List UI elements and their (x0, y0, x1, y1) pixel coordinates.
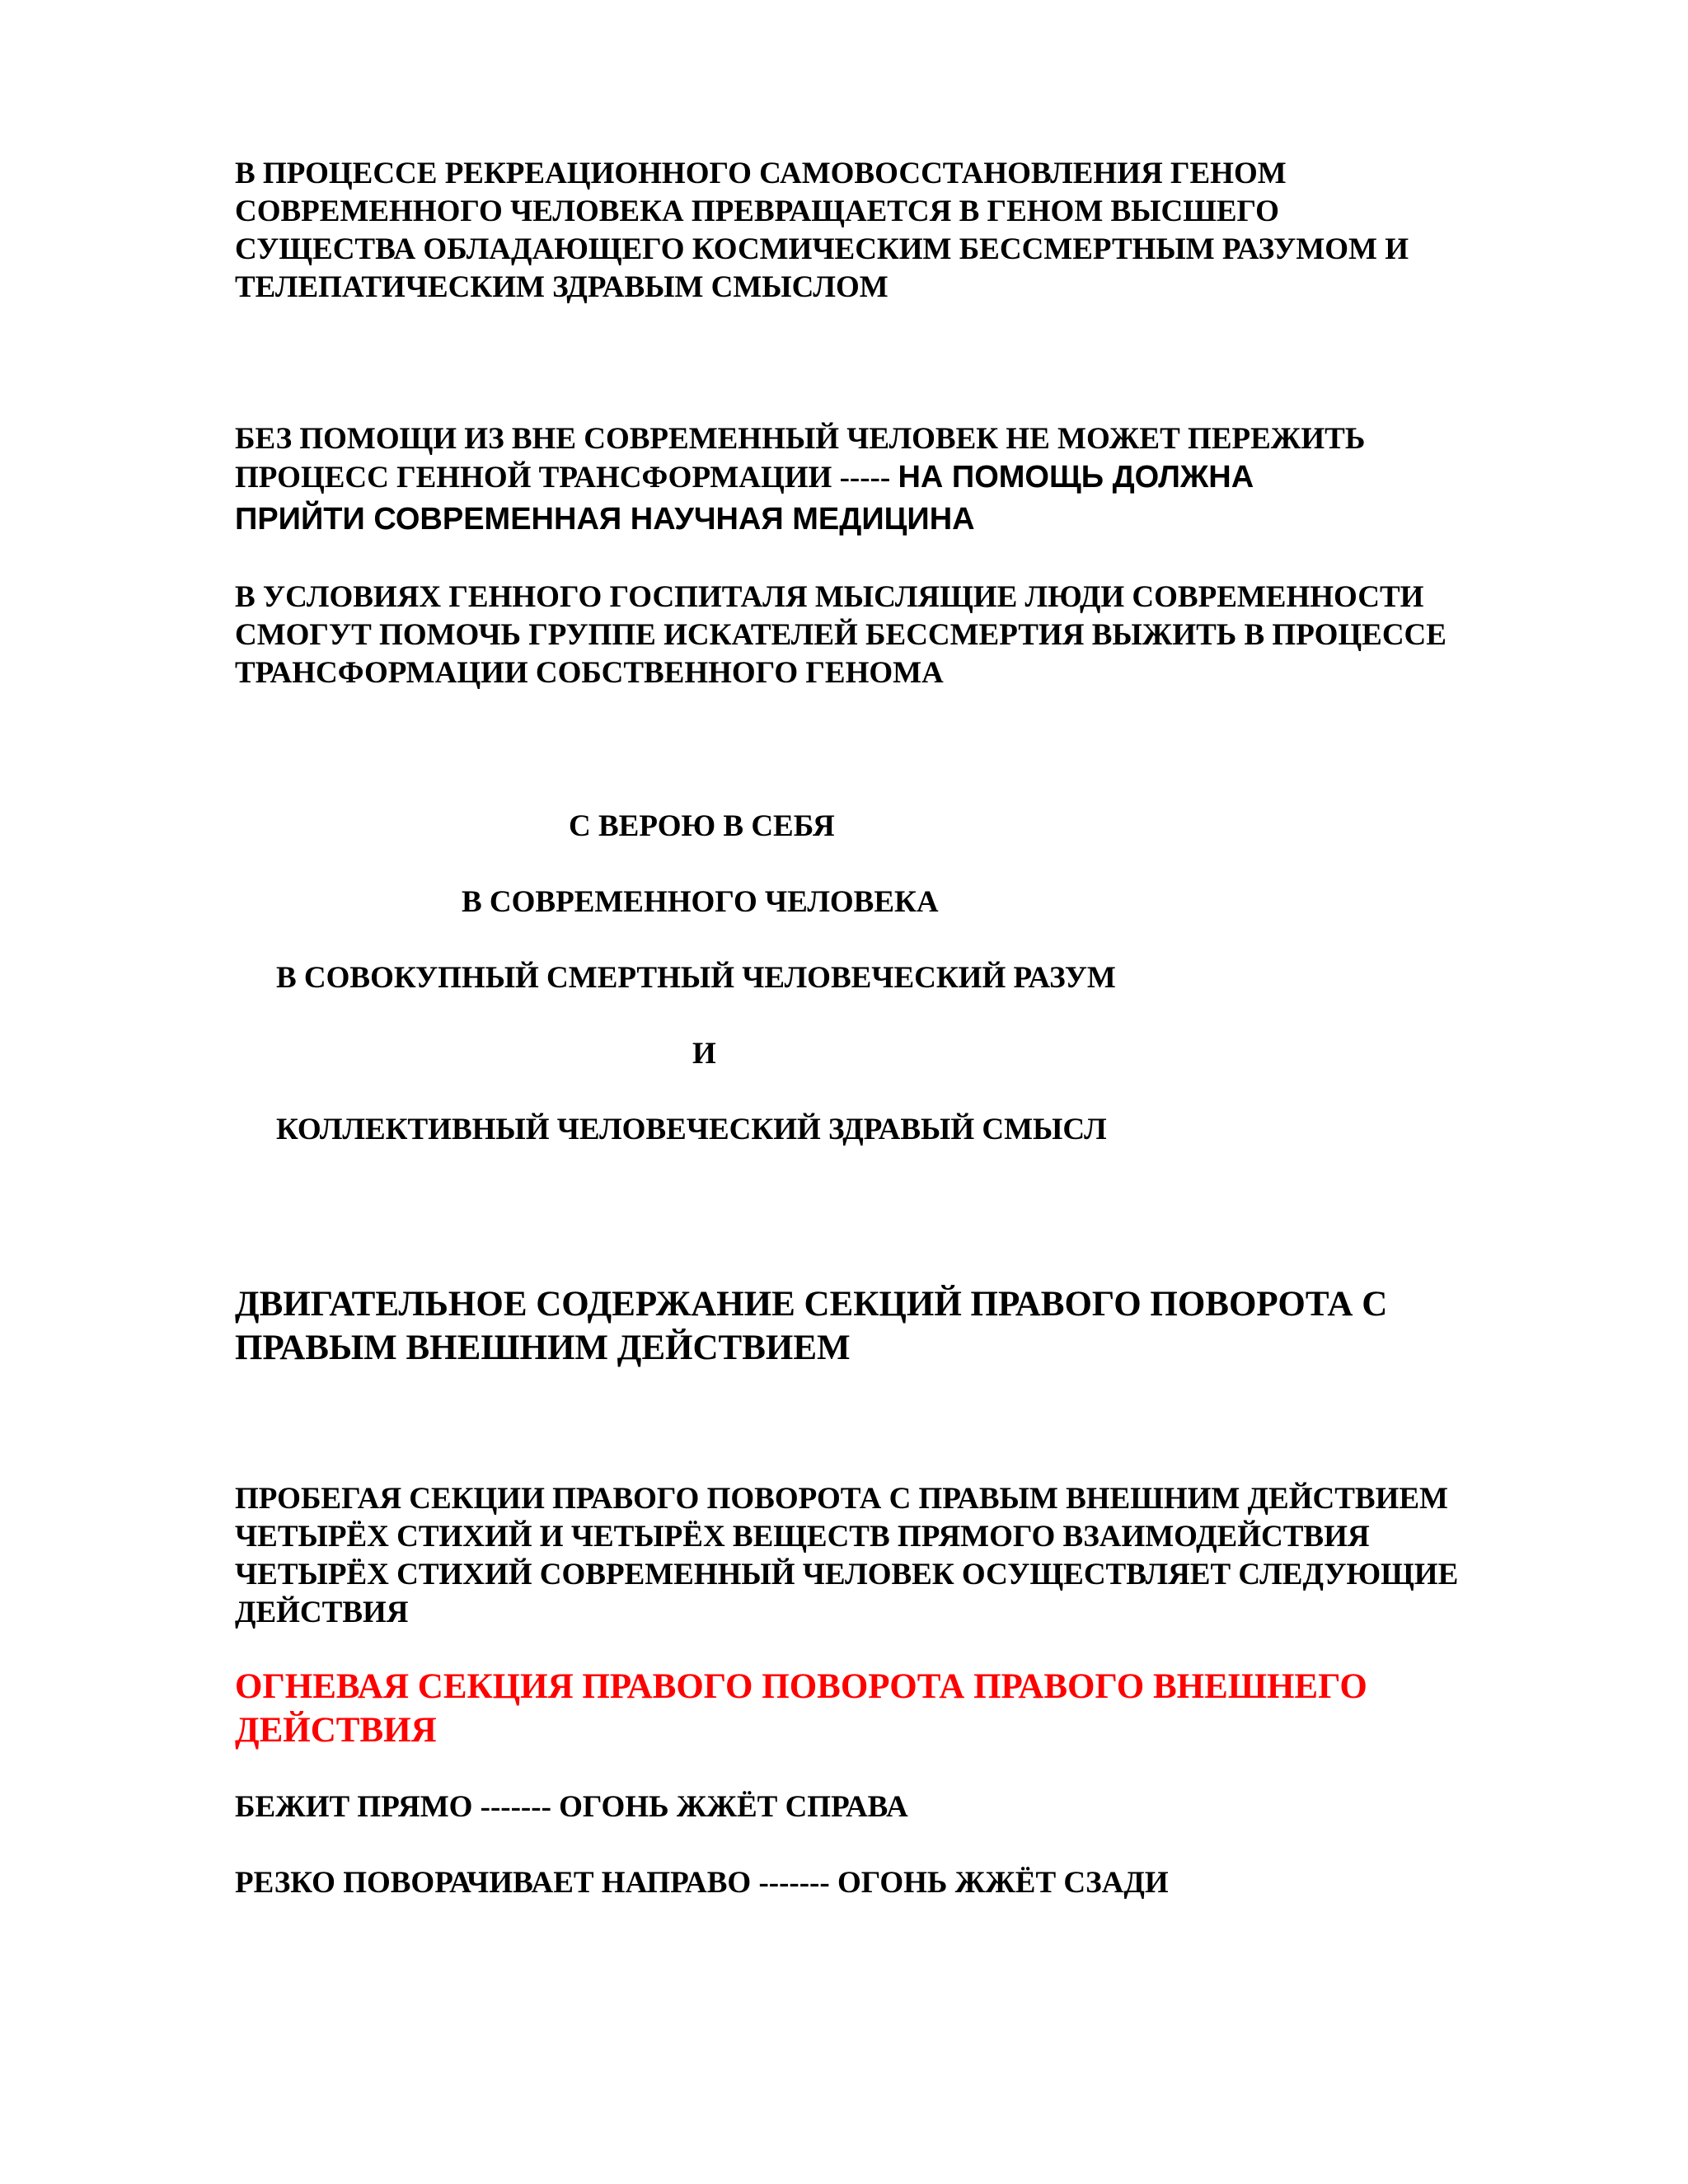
paragraph-outside-help (235, 420, 1620, 538)
text-line: ПРОБЕГАЯ СЕКЦИИ ПРАВОГО ПОВОРОТА С ПРАВЫМ ВНЕШНИМ ДЕЙСТВИЕМ (235, 1482, 1448, 1516)
action-line-2: РЕЗКО ПОВОРАЧИВАЕТ НАПРАВО ------- ОГОНЬ ЖЖЁТ СЗАДИ (235, 1866, 1169, 1900)
text-line: ЧЕТЫРЁХ СТИХИЙ И ЧЕТЫРЁХ ВЕЩЕСТВ ПРЯМОГО ВЗАИМОДЕЙСТВИЯ (235, 1520, 1370, 1554)
creed-line-2: В СОВРЕМЕННОГО ЧЕЛОВЕКА (462, 885, 939, 919)
paragraph-intro (235, 1480, 1620, 1632)
paragraph-genome-transformation (235, 155, 1620, 307)
fire-section-heading (235, 1665, 1620, 1752)
action-line-1: БЕЖИТ ПРЯМО ------- ОГОНЬ ЖЖЁТ СПРАВА (235, 1790, 908, 1824)
text-line: БЕЗ ПОМОЩИ ИЗ ВНЕ СОВРЕМЕННЫЙ ЧЕЛОВЕК НЕ МОЖЕТ ПЕРЕЖИТЬ (235, 422, 1366, 456)
text-segment-emphasis: НА ПОМОЩЬ ДОЛЖНА (898, 460, 1254, 494)
text-line: ДЕЙСТВИЯ (235, 1596, 409, 1629)
text-line: ТРАНСФОРМАЦИИ СОБСТВЕННОГО ГЕНОМА (235, 656, 944, 690)
text-segment: ПРОЦЕСС ГЕННОЙ ТРАНСФОРМАЦИИ ----- (235, 461, 898, 494)
heading-line: ОГНЕВАЯ СЕКЦИЯ ПРАВОГО ПОВОРОТА ПРАВОГО ВНЕШНЕГО (235, 1667, 1367, 1706)
text-line: СУЩЕСТВА ОБЛАДАЮЩЕГО КОСМИЧЕСКИМ БЕССМЕРТНЫМ РАЗУМОМ И (235, 232, 1409, 266)
heading-line: ПРАВЫМ ВНЕШНИМ ДЕЙСТВИЕМ (235, 1329, 851, 1367)
creed-line-3: В СОВОКУПНЫЙ СМЕРТНЫЙ ЧЕЛОВЕЧЕСКИЙ РАЗУМ (276, 961, 1116, 995)
creed-line-5: КОЛЛЕКТИВНЫЙ ЧЕЛОВЕЧЕСКИЙ ЗДРАВЫЙ СМЫСЛ (276, 1113, 1107, 1146)
text-line: В ПРОЦЕССЕ РЕКРЕАЦИОННОГО САМОВОССТАНОВЛЕНИЯ ГЕНОМ (235, 157, 1287, 190)
paragraph-gene-hospital (235, 579, 1620, 692)
text-line: В УСЛОВИЯХ ГЕННОГО ГОСПИТАЛЯ МЫСЛЯЩИЕ ЛЮДИ СОВРЕМЕННОСТИ (235, 580, 1424, 614)
creed-line-4: И (692, 1037, 716, 1071)
text-line: ТЕЛЕПАТИЧЕСКИМ ЗДРАВЫМ СМЫСЛОМ (235, 270, 889, 304)
text-line: ЧЕТЫРЁХ СТИХИЙ СОВРЕМЕННЫЙ ЧЕЛОВЕК ОСУЩЕСТВЛЯЕТ СЛЕДУЮЩИЕ (235, 1558, 1459, 1591)
heading-line: ДВИГАТЕЛЬНОЕ СОДЕРЖАНИЕ СЕКЦИЙ ПРАВОГО ПОВОРОТА С (235, 1285, 1388, 1324)
creed-line-1: С ВЕРОЮ В СЕБЯ (569, 809, 835, 843)
section-heading (235, 1282, 1620, 1370)
text-line: СОВРЕМЕННОГО ЧЕЛОВЕКА ПРЕВРАЩАЕТСЯ В ГЕНОМ ВЫСШЕГО (235, 194, 1279, 228)
text-line: СМОГУТ ПОМОЧЬ ГРУППЕ ИСКАТЕЛЕЙ БЕССМЕРТИЯ ВЫЖИТЬ В ПРОЦЕССЕ (235, 618, 1447, 652)
heading-line: ДЕЙСТВИЯ (235, 1711, 437, 1750)
text-line: ПРИЙТИ СОВРЕМЕННАЯ НАУЧНАЯ МЕДИЦИНА (235, 502, 975, 537)
